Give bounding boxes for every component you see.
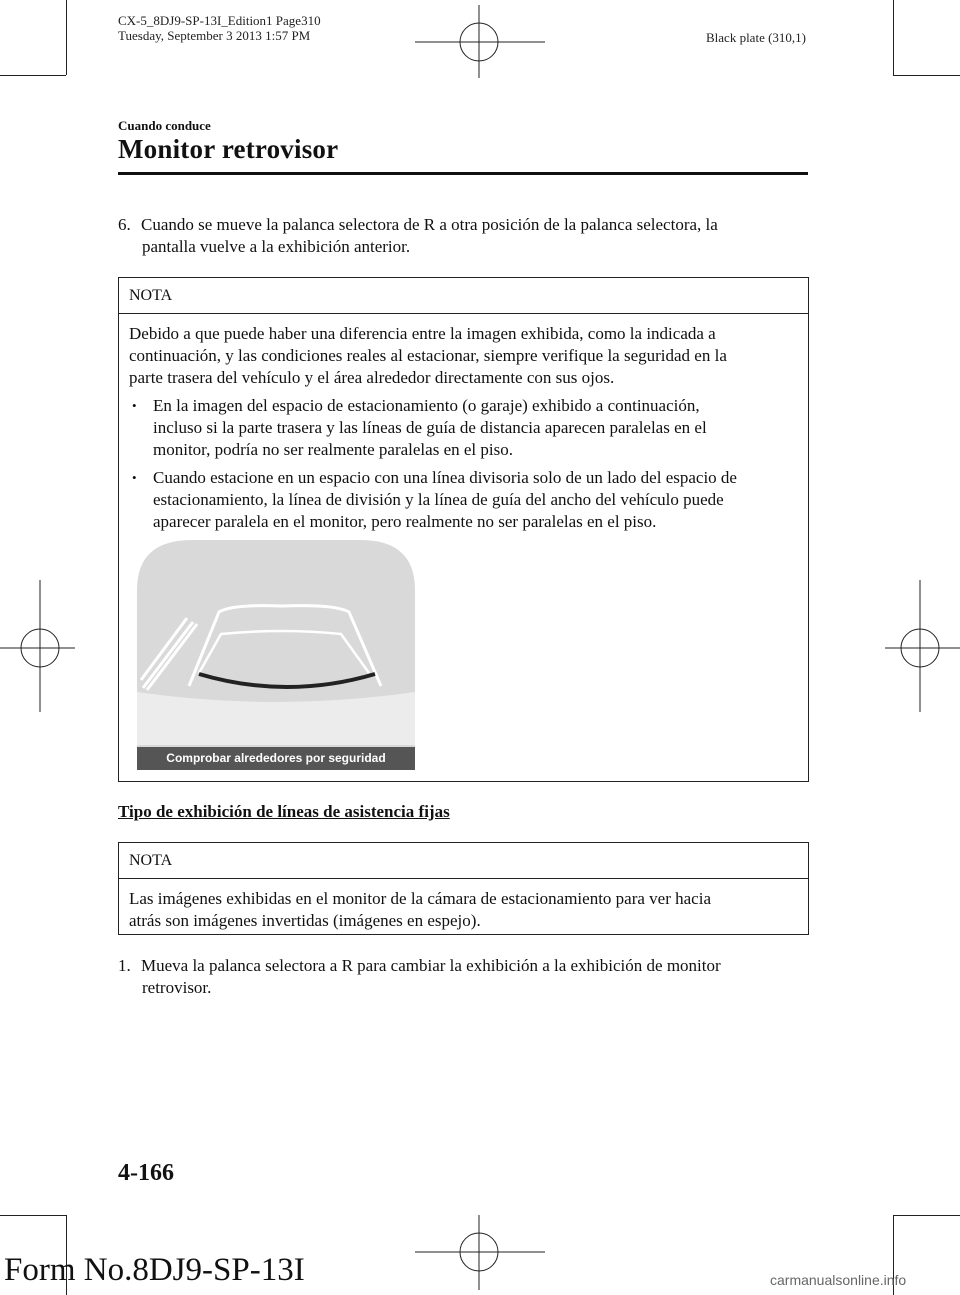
bullet-line: En la imagen del espacio de estacionamiento (o garaje) exhibido a continuación, — [153, 396, 700, 415]
step-6-text-line1: Cuando se mueve la palanca selectora de R a otra posición de la palanca selectora, la — [141, 215, 718, 234]
page-number: 4-166 — [118, 1160, 174, 1186]
bullet-line: incluso si la parte trasera y las líneas de guía de distancia aparecen paralelas en el — [153, 418, 707, 437]
subheading: Tipo de exhibición de líneas de asistencia fijas — [118, 802, 450, 821]
section-title: Monitor retrovisor — [118, 134, 339, 164]
watermark: carmanualsonline.info — [770, 1272, 907, 1288]
step-1-text-line1: Mueva la palanca selectora a R para cambiar la exhibición a la exhibición de monitor — [141, 956, 721, 975]
section-label: Cuando conduce — [118, 118, 211, 133]
step-6-text-line2: pantalla vuelve a la exhibición anterior. — [142, 237, 411, 256]
note-1-bullet — [129, 467, 798, 533]
file-name: CX-5_8DJ9-SP-13I_Edition1 Page310 — [118, 13, 321, 28]
step-1 — [118, 955, 808, 999]
file-info — [118, 13, 321, 43]
bullet-line: estacionamiento, la línea de división y la línea de guía del ancho del vehículo puede — [153, 490, 724, 509]
bullet-line: aparecer paralela en el monitor, pero realmente no ser paralelas en el piso. — [153, 512, 657, 531]
bullet-icon: • — [132, 470, 137, 485]
note-2-line: Las imágenes exhibidas en el monitor de la cámara de estacionamiento para ver hacia — [129, 889, 711, 908]
note-1-body — [119, 314, 808, 543]
bullet-line: Cuando estacione en un espacio con una línea divisoria solo de un lado del espacio de — [153, 468, 737, 487]
figure-caption: Comprobar alrededores por seguridad — [166, 751, 386, 765]
step-1-number: 1. — [118, 956, 131, 975]
note-2-body — [119, 879, 808, 942]
note-1-intro-line: parte trasera del vehículo y el área alrededor directamente con sus ojos. — [129, 368, 615, 387]
note-2-heading: NOTA — [119, 843, 808, 879]
note-box-2 — [118, 842, 809, 935]
form-number: Form No.8DJ9-SP-13I — [4, 1252, 305, 1288]
step-6 — [118, 214, 808, 258]
bullet-line: monitor, podría no ser realmente paralelas en el piso. — [153, 440, 513, 459]
bullet-icon: • — [132, 398, 137, 413]
note-1-heading: NOTA — [119, 278, 808, 314]
note-2-line: atrás son imágenes invertidas (imágenes en espejo). — [129, 911, 481, 930]
note-1-bullet — [129, 395, 798, 461]
rear-camera-illustration — [137, 540, 415, 770]
title-rule — [118, 172, 808, 175]
note-1-intro — [129, 323, 798, 389]
note-1-intro-line: continuación, y las condiciones reales al estacionar, siempre verifique la seguridad en la — [129, 346, 727, 365]
step-1-text-line2: retrovisor. — [142, 978, 212, 997]
file-timestamp: Tuesday, September 3 2013 1:57 PM — [118, 28, 311, 43]
plate-label: Black plate (310,1) — [706, 30, 806, 45]
note-1-intro-line: Debido a que puede haber una diferencia entre la imagen exhibida, como la indicada a — [129, 324, 716, 343]
step-6-number: 6. — [118, 215, 131, 234]
